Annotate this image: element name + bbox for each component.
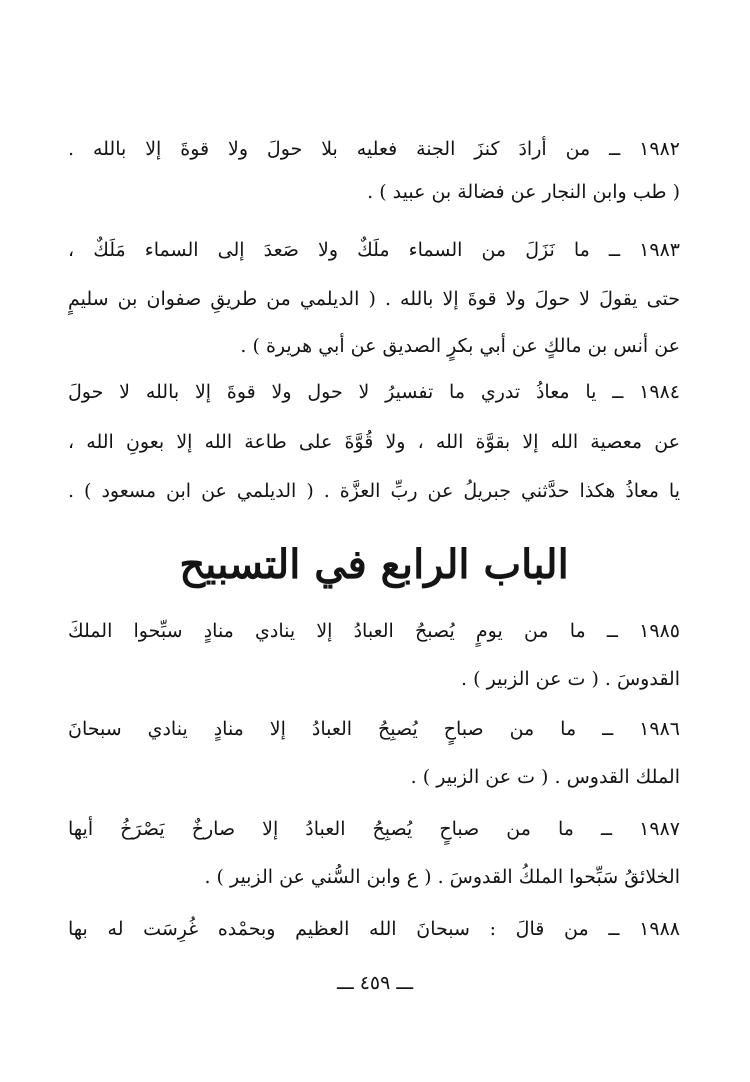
hadith-1985-line-2: القدوسَ . ( ت عن الزبير ) . (461, 668, 680, 690)
hadith-1983-line-1: ١٩٨٣ ــ ما نَزَلَ من السماء ملَكٌ ولا صَعدَ إلى السماء مَلَكٌ ، (68, 239, 680, 261)
hadith-1986-line-2: الملك القدوس . ( ت عن الزبير ) . (410, 766, 680, 788)
hadith-1987-line-2: الخلائقُ سَبِّحوا الملكُ القدوسَ . ( ع وابن السُّني عن الزبير ) . (204, 866, 680, 888)
hadith-1984-line-2: عن معصية الله إلا بقوَّة الله ، ولا قُوَّةَ على طاعة الله إلا بعونِ الله ، (68, 431, 680, 453)
hadith-1984-line-1: ١٩٨٤ ــ يا معاذُ تدري ما تفسيرُ لا حول ولا قوةَ إلا بالله لا حولَ (68, 381, 680, 403)
page-number: ـــ ٤٥٩ ـــ (336, 972, 414, 994)
hadith-1983-line-3: عن أنس بن مالكٍ عن أبي بكرٍ الصديق عن أبي هريرة ) . (240, 335, 680, 357)
hadith-1987-line-1: ١٩٨٧ ــ ما من صباحٍ يُصبِحُ العبادُ إلا صارخٌ يَصْرَخُ أيها (68, 818, 680, 840)
hadith-1982-source: ( طب وابن النجار عن فضالة بن عبيد ) . (367, 181, 680, 203)
hadith-1988-line-1: ١٩٨٨ ــ من قالَ : سبحانَ الله العظيم وبحمْده غُرِسَت له بها (68, 918, 680, 940)
hadith-1983-line-2: حتى يقولَ لا حولَ ولا قوةَ إلا بالله . ( الديلمي من طريقِ صفوان بن سليمٍ (68, 288, 680, 310)
hadith-1982-line-1: ١٩٨٢ ــ من أرادَ كنزَ الجنة فعليه بلا حولَ ولا قوةَ إلا بالله . (68, 138, 680, 160)
hadith-1985-line-1: ١٩٨٥ ــ ما من يومٍ يُصبحُ العبادُ إلا ينادي منادٍ سبِّحوا الملكَ (68, 620, 680, 642)
hadith-1986-line-1: ١٩٨٦ ــ ما من صباحٍ يُصبِحُ العبادُ إلا منادٍ ينادي سبحانَ (68, 718, 680, 740)
chapter-title: الباب الرابع في التسبيح (179, 541, 569, 588)
hadith-1984-line-3: يا معاذُ هكذا حدَّثني جبريلُ عن ربِّ العزَّة . ( الديلمي عن ابن مسعود ) . (68, 480, 680, 502)
